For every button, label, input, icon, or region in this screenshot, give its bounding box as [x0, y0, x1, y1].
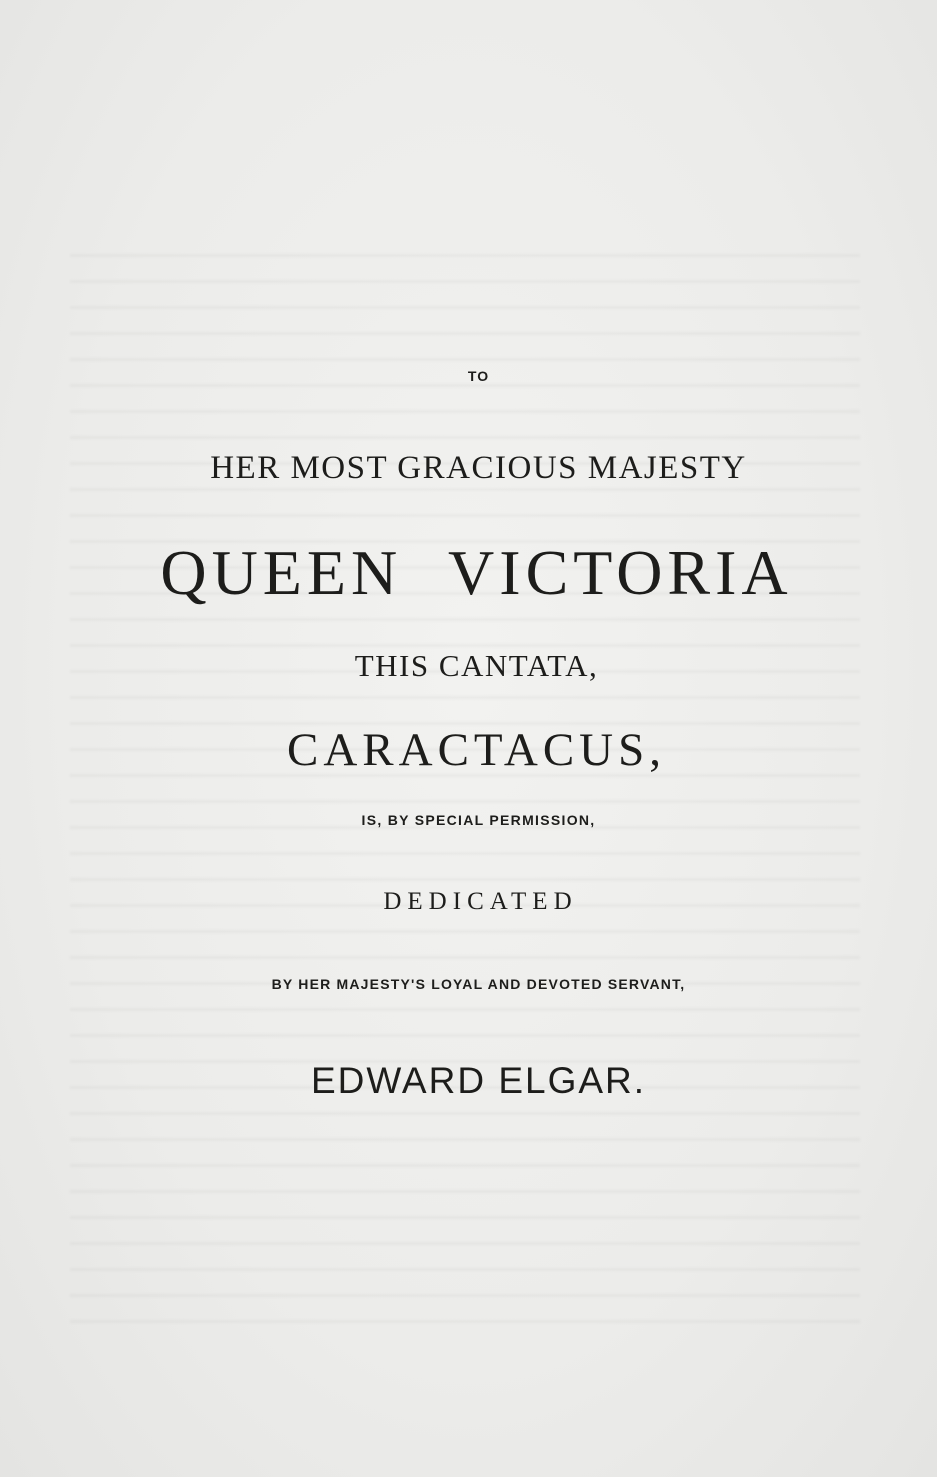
recipient-line: HER MOST GRACIOUS MAJESTY [210, 450, 747, 486]
dedicated-line: DEDICATED [383, 888, 578, 915]
dedication-to: TO [467, 368, 490, 384]
work-title: CARACTACUS, [287, 724, 666, 776]
recipient-name: QUEEN VICTORIA [160, 537, 793, 608]
composer-name: EDWARD ELGAR. [310, 1060, 647, 1101]
work-intro: THIS CANTATA, [354, 648, 599, 683]
bleed-through-texture [70, 240, 860, 1340]
servant-line: BY HER MAJESTY'S LOYAL AND DEVOTED SERVANT, [271, 976, 686, 992]
permission-line: IS, BY SPECIAL PERMISSION, [361, 812, 596, 828]
